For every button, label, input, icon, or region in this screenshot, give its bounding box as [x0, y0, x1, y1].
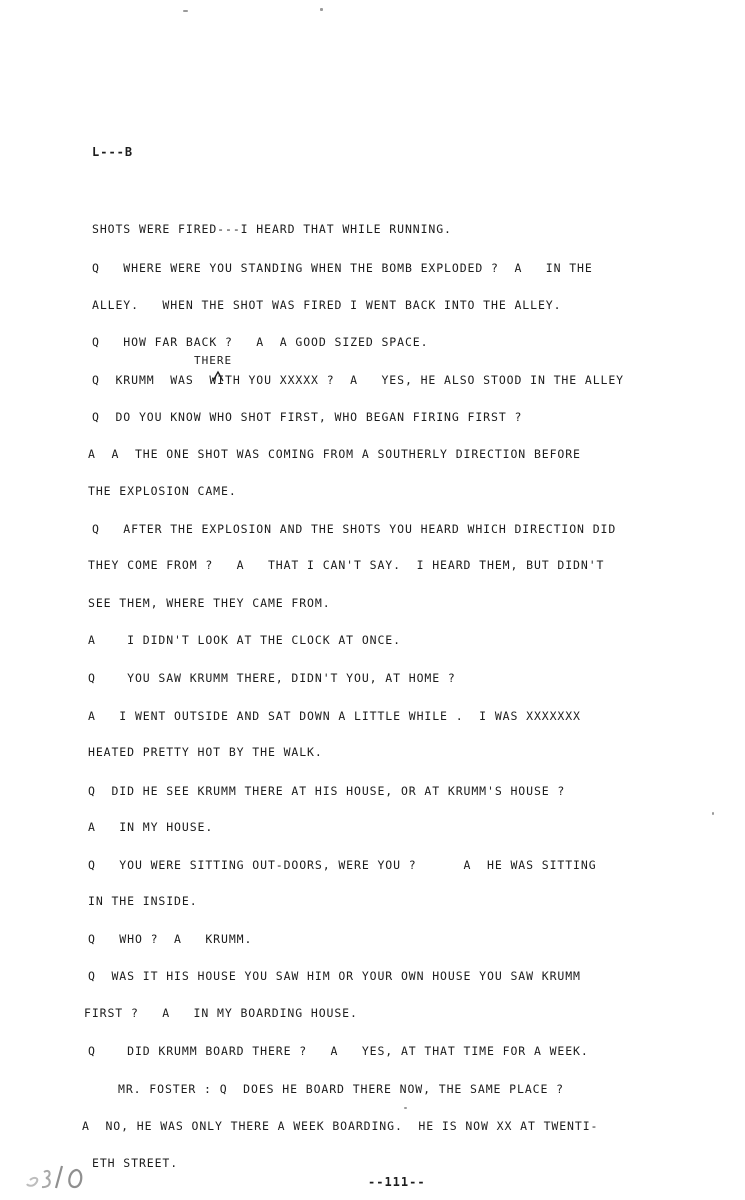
- page-number-mark: --111--: [368, 1175, 426, 1189]
- scan-speck: [183, 10, 188, 12]
- page-code: L---B: [92, 145, 134, 159]
- transcript-line: A IN MY HOUSE.: [88, 820, 214, 834]
- transcript-line: A NO, HE WAS ONLY THERE A WEEK BOARDING. HE IS NOW XX AT TWENTI-: [82, 1119, 599, 1133]
- transcript-line: IN THE INSIDE.: [88, 894, 198, 908]
- transcript-line: FIRST ? A IN MY BOARDING HOUSE.: [84, 1006, 358, 1020]
- transcript-line: Q DID HE SEE KRUMM THERE AT HIS HOUSE, OR AT KRUMM'S HOUSE ?: [88, 784, 566, 798]
- transcript-line: Q DID KRUMM BOARD THERE ? A YES, AT THAT TIME FOR A WEEK.: [88, 1044, 589, 1058]
- transcript-line: ALLEY. WHEN THE SHOT WAS FIRED I WENT BACK INTO THE ALLEY.: [92, 298, 562, 312]
- transcript-line: Q WAS IT HIS HOUSE YOU SAW HIM OR YOUR OWN HOUSE YOU SAW KRUMM: [88, 969, 581, 983]
- transcript-line: Q YOU WERE SITTING OUT-DOORS, WERE YOU ? A HE WAS SITTING: [88, 858, 597, 872]
- transcript-line: HEATED PRETTY HOT BY THE WALK.: [88, 745, 323, 759]
- transcript-line: MR. FOSTER : Q DOES HE BOARD THERE NOW, THE SAME PLACE ?: [118, 1082, 564, 1096]
- scan-speck: [404, 1107, 407, 1109]
- transcript-line: Q DO YOU KNOW WHO SHOT FIRST, WHO BEGAN FIRING FIRST ?: [92, 410, 523, 424]
- scan-speck: [712, 812, 714, 815]
- transcript-line: Q WHERE WERE YOU STANDING WHEN THE BOMB EXPLODED ? A IN THE: [92, 261, 593, 275]
- transcript-line: A I WENT OUTSIDE AND SAT DOWN A LITTLE WHILE . I WAS XXXXXXX: [88, 709, 581, 723]
- transcript-line: ETH STREET.: [92, 1156, 179, 1170]
- transcript-line: SHOTS WERE FIRED---I HEARD THAT WHILE RUNNING.: [92, 222, 452, 236]
- transcript-line: Q AFTER THE EXPLOSION AND THE SHOTS YOU HEARD WHICH DIRECTION DID: [92, 522, 617, 536]
- transcript-line: SEE THEM, WHERE THEY CAME FROM.: [88, 596, 331, 610]
- transcript-line: Q WHO ? A KRUMM.: [88, 932, 253, 946]
- transcript-line: A I DIDN'T LOOK AT THE CLOCK AT ONCE.: [88, 633, 401, 647]
- interlineation-text: THERE: [194, 354, 233, 367]
- handwritten-margin-note: [22, 1158, 92, 1192]
- transcript-line: THEY COME FROM ? A THAT I CAN'T SAY. I HEARD THEM, BUT DIDN'T: [88, 558, 605, 572]
- transcript-line: Q YOU SAW KRUMM THERE, DIDN'T YOU, AT HOME ?: [88, 671, 456, 685]
- scan-speck: [320, 8, 323, 11]
- transcript-line: A A THE ONE SHOT WAS COMING FROM A SOUTHERLY DIRECTION BEFORE: [88, 447, 581, 461]
- transcript-line: Q HOW FAR BACK ? A A GOOD SIZED SPACE.: [92, 335, 429, 349]
- transcript-line: Q KRUMM WAS WITH YOU XXXXX ? A YES, HE ALSO STOOD IN THE ALLEY: [92, 373, 625, 387]
- transcript-line: THE EXPLOSION CAME.: [88, 484, 237, 498]
